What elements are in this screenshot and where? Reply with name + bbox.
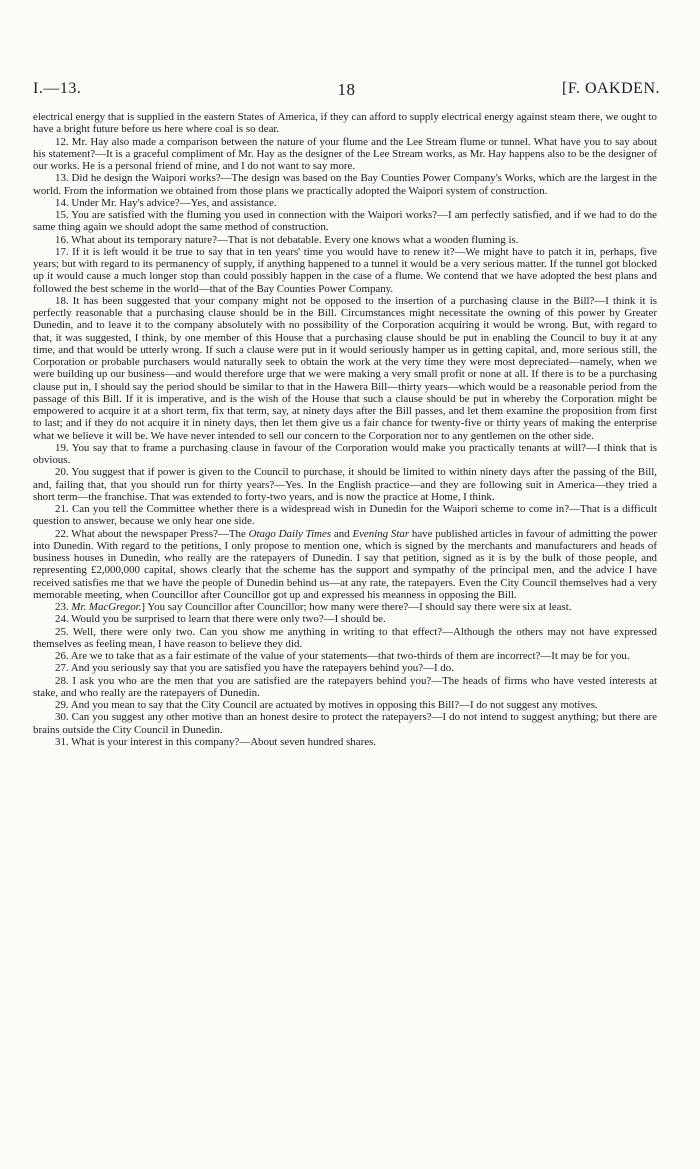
question-22 xyxy=(33,528,657,602)
question-19 xyxy=(33,442,657,467)
question-26 xyxy=(33,650,657,662)
question-21 xyxy=(33,503,657,528)
question-29 xyxy=(33,699,657,711)
text-segment: 22. What about the newspaper Press?—The xyxy=(55,527,249,540)
text-segment: 20. You suggest that if power is given to the Council to purchase, it should be limited to within ninety days after the passing of the Bill, and, failing that, that you should run for thirty years?—Yes. In the English practice—and they are following suit in America—they tried a short term—the franchise. That was extended to forty-two years, and is now the practice at Home, I think. xyxy=(33,466,657,503)
question-25 xyxy=(33,626,657,651)
text-segment: 18. It has been suggested that your company might not be opposed to the insertion of a purchasing clause in the Bill?—I think it is perfectly reasonable that a purchasing clause should be in the Bill. Circumstances might necessitate the owning of this power by Greater Dunedin, and to leave it to the company absolutely with no possibility of the Corporation acquiring it would be wrong. But, with regard to that, it was suggested, I think, by one member of this House that a purchasing clause should be put in enabling the Council to buy it at any time, and that would be utterly wrong. If such a clause were put in it would seriously hamper us in getting capital, and, more serious still, the Corporation or probable purchasers would naturally seek to obtain the work at the very time they were most depreciated—namely, when we were building up our business—and would therefore urge that we were making a very small profit or none at all. If there is to be a purchasing clause put in, I should say the period should be similar to that in the Hawera Bill—thirty years—which would be a reasonable period from the passage of this Bill. If it is imperative, and is the wish of the House that such a clause should be put in whereby the Corporation might be empowered to acquire it at a short term, fix that term, say, at ninety days after the Bill passes, and let them examine the proposition from first to last; and if they do not acquire it in ninety days, then let them give us a fair chance for twenty-five or thirty years of making the enterprise what we believe it will be. We have never intended to sell our concern to the Corporation nor to any gentlemen on the other side. xyxy=(33,294,657,442)
text-segment: 30. Can you suggest any other motive than an honest desire to protect the ratepayers?—I do not intend to suggest anything; but there are brains outside the City Council in Dunedin. xyxy=(33,711,657,736)
question-14 xyxy=(33,197,657,209)
text-segment: 27. And you seriously say that you are satisfied you have the ratepayers behind you?—I do. xyxy=(55,662,454,675)
question-28 xyxy=(33,675,657,700)
text-segment: 26. Are we to take that as a fair estimate of the value of your statements—that two-thirds of them are incorrect?—It may be for you. xyxy=(55,650,630,662)
italic-text: Mr. MacGregor. xyxy=(71,601,142,613)
question-27 xyxy=(33,662,657,674)
text-segment: electrical energy that is supplied in the eastern States of America, if they can afford to supply electrical energy against steam there, we ought to have a bright future before us here where coal is so dear. xyxy=(33,111,657,136)
italic-text: Evening Star xyxy=(352,527,410,540)
text-segment: 21. Can you tell the Committee whether there is a widespread wish in Dunedin for the Waipori scheme to come in?—That is a difficult question to answer, because we only hear one side. xyxy=(33,503,657,528)
question-12 xyxy=(33,136,657,173)
question-15 xyxy=(33,209,657,234)
witness-name: [F. OAKDEN. xyxy=(562,80,660,97)
document-body xyxy=(33,111,657,748)
question-13 xyxy=(33,172,657,197)
question-18 xyxy=(33,295,657,442)
document-reference: I.—13. xyxy=(33,80,82,97)
text-segment: 25. Well, there were only two. Can you show me anything in writing to that effect?—Although the others may not have expressed themselves as feeling mean, I have reason to believe they did. xyxy=(33,625,657,650)
text-segment: 28. I ask you who are the men that you are satisfied are the ratepayers behind you?—The heads of firms who have vested interests at stake, and who really are the ratepayers of Dunedin. xyxy=(33,674,657,699)
question-20 xyxy=(33,466,657,503)
question-24 xyxy=(33,613,657,625)
text-segment: 24. Would you be surprised to learn that there were only two?—I should be. xyxy=(55,613,386,626)
text-segment: have published articles in favour of admitting the power into Dunedin. With regard to the petitions, I only propose to mention one, which is signed by the merchants and manufacturers and heads of business houses in Dunedin, who really are the ratepayers of Dunedin. I say that petition, signed as it is by the bulk of those people, and representing £2,000,000 capital, shows clearly that the scheme has the support and sympathy of the principal men, and the advice I have received satisfies me that we have the people of Dunedin behind us—at any rate, the ratepayers. Even the City Council themselves had a very memorable meeting, when Councillor after Councillor got up and expressed his meanness in opposing the Bill. xyxy=(33,527,657,601)
text-segment: ] You say Councillor after Councillor; how many were there?—I should say there were six at least. xyxy=(141,601,572,613)
text-segment: 31. What is your interest in this company?—About seven hundred shares. xyxy=(55,735,377,748)
question-17 xyxy=(33,246,657,295)
text-segment: 23. xyxy=(55,601,72,613)
text-segment: 15. You are satisfied with the fluming you used in connection with the Waipori works?—I am perfectly satisfied, and if we had to do the same thing again we should adopt the same method of construction. xyxy=(33,209,657,234)
question-30 xyxy=(33,711,657,736)
text-segment: 12. Mr. Hay also made a comparison between the nature of your flume and the Lee Stream flume or tunnel. What have you to say about his statement?—It is a graceful compliment of Mr. Hay as the designer of the Lee Stream works, as Mr. Hay happens also to be the designer of our works. He is a personal friend of mine, and I do not want to say more. xyxy=(33,135,657,172)
question-23 xyxy=(33,601,657,613)
text-segment: 17. If it is left would it be true to say that in ten years' time you would have to renew it?—We might have to patch it in, perhaps, five years; but with regard to its permanency of supply, if anything happened to a tunnel it would be a very serious matter. If the tunnel got blocked up it would cause a much longer stop than could possibly happen in the case of a flume. We contend that we have adopted the best plans and followed the best scheme in the world—that of the Bay Counties Power Company. xyxy=(33,245,657,295)
page-header xyxy=(33,80,660,102)
text-segment: 29. And you mean to say that the City Council are actuated by motives in opposing this Bill?—I do not suggest any motives. xyxy=(55,699,598,711)
continued-paragraph xyxy=(33,111,657,136)
italic-text: Otago Daily Times xyxy=(248,527,332,540)
text-segment: 13. Did he design the Waipori works?—The design was based on the Bay Counties Power Company's Works, which are the largest in the world. From the information we obtained from those plans we practically adopted the Waipori system of construction. xyxy=(33,172,657,197)
question-16 xyxy=(33,234,657,246)
text-segment: 14. Under Mr. Hay's advice?—Yes, and assistance. xyxy=(55,196,277,209)
page-number: 18 xyxy=(337,80,356,99)
text-segment: 19. You say that to frame a purchasing clause in favour of the Corporation would make you practically tenants at will?—I think that is obvious. xyxy=(33,441,657,466)
text-segment: 16. What about its temporary nature?—That is not debatable. Every one knows what a wooden fluming is. xyxy=(55,233,519,246)
question-31 xyxy=(33,736,657,748)
text-segment: and xyxy=(331,527,353,540)
